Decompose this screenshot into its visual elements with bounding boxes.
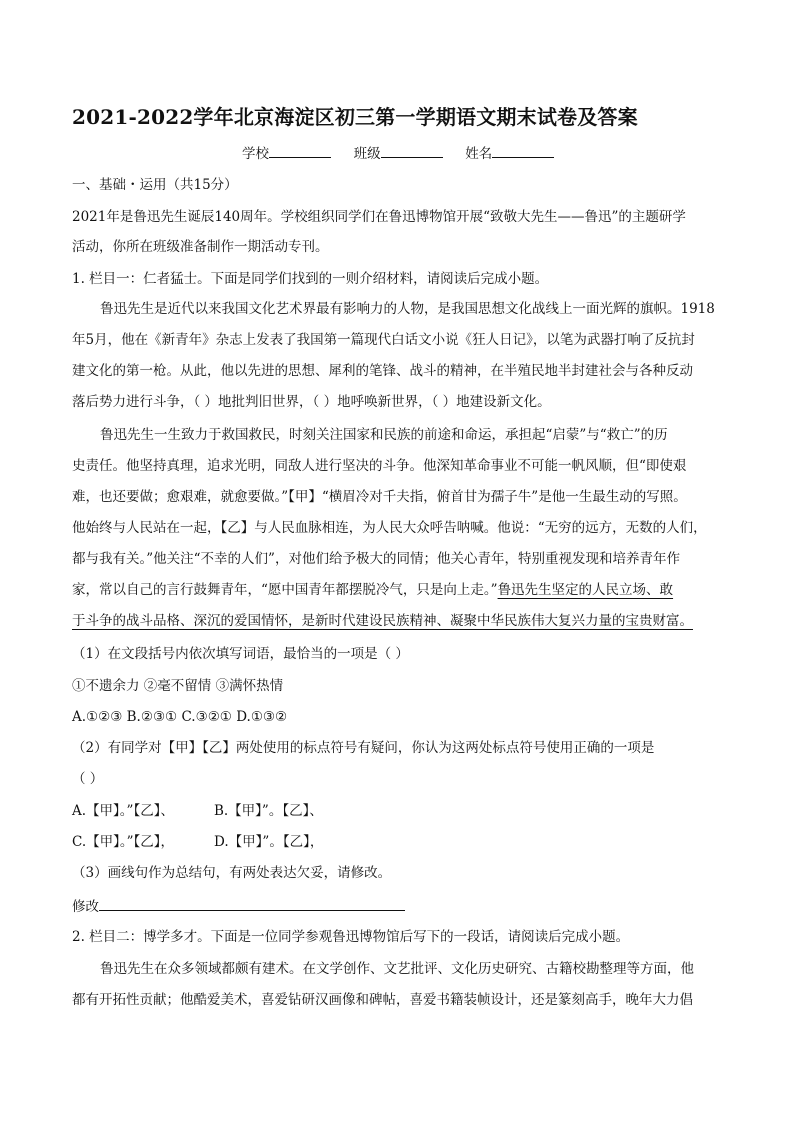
school-label: 学校	[242, 146, 269, 162]
repair-answer-blank[interactable]	[99, 894, 405, 911]
name-label: 姓名	[465, 146, 493, 162]
passage1-line: 鲁迅先生是近代以来我国文化艺术界最有影响力的人物，是我国思想文化战线上一面光辉的旗帜。1918	[100, 301, 715, 317]
subquestion-2: （2）有同学对【甲】【乙】两处使用的标点符号有疑问，你认为这两处标点符号使用正确的一项是	[72, 740, 655, 756]
page-title: 2021-2022学年北京海淀区初三第一学期语文期末试卷及答案	[72, 105, 638, 129]
question-2-prompt: 2. 栏目二：博学多才。下面是一位同学参观鲁迅博物馆后写下的一段话，请阅读后完成小题。	[72, 929, 630, 945]
option-a: A.【甲】。”【乙】、	[72, 803, 174, 819]
name-blank	[492, 143, 554, 158]
underlined-sentence-start: 鲁迅先生坚定的人民立场、敢	[497, 582, 674, 598]
subquestion-1: （1）在文段括号内依次填写词语，最恰当的一项是（ ）	[72, 646, 409, 662]
option-d: D.【甲】”。【乙】，	[214, 834, 324, 850]
question-1-prompt: 1. 栏目一：仁者猛士。下面是同学们找到的一则介绍材料，请阅读后完成小题。	[72, 271, 549, 287]
passage1-line: 落后势力进行斗争，（ ）地批判旧世界，（ ）地呼唤新世界，（ ）地建设新文化。	[72, 394, 551, 410]
subquestion-2-options-row1	[72, 800, 722, 822]
subquestion-2-paren: （ ）	[72, 771, 104, 787]
passage1-line: 建文化的第一枪。从此，他以先进的思想、犀利的笔锋、战斗的精神，在半殖民地半封建社会与各种反动	[72, 363, 693, 379]
intro-line-2: 活动，你所在班级准备制作一期活动专刊。	[72, 239, 329, 255]
student-info-line	[242, 143, 554, 165]
passage1-line: 年5月，他在《新青年》杂志上发表了我国第一篇现代白话文小说《狂人日记》，以笔为武器打响了反抗封	[72, 332, 695, 348]
repair-line	[72, 894, 722, 918]
school-blank	[269, 143, 331, 158]
repair-label: 修改	[72, 899, 99, 915]
passage3-line: 都有开拓性贡献；他酷爱美术，喜爱钻研汉画像和碑帖，喜爱书籍装帧设计，还是篆刻高手，晚年大力倡	[72, 992, 693, 1008]
passage2-line: 都与我有关。”他关注“不幸的人们”，对他们给予极大的同情；他关心青年，特别重视发现和培养青年作	[72, 551, 680, 567]
passage2-line: 难，也还要做；愈艰难，就愈要做。”【甲】“横眉冷对千夫指，俯首甘为孺子牛”是他一生最生动的写照。	[72, 489, 687, 505]
intro-line-1: 2021年是鲁迅先生诞辰140周年。学校组织同学们在鲁迅博物馆开展“致敬大先生——鲁迅”的主题研学	[72, 209, 686, 225]
section-heading: 一、基础・运用（共15分）	[72, 177, 238, 193]
subquestion-1-words: ①不遗余力 ②毫不留情 ③满怀热情	[72, 678, 284, 694]
option-b: B.【甲】”。【乙】、	[213, 803, 323, 819]
option-c: C.【甲】。”【乙】，	[72, 834, 175, 850]
passage2-line	[72, 579, 722, 601]
passage2-line: 史责任。他坚持真理，追求光明，同敌人进行坚决的斗争。他深知革命事业不可能一帆风顺，但“即使艰	[72, 458, 687, 474]
subquestion-2-options-row2	[72, 831, 722, 853]
passage2-line: 鲁迅先生一生致力于救国救民，时刻关注国家和民族的前途和命运，承担起“启蒙”与“救亡”的历	[100, 427, 668, 443]
underlined-sentence-end: 于斗争的战斗品格、深沉的爱国情怀，是新时代建设民族精神、凝聚中华民族伟大复兴力量的宝贵财富。	[72, 613, 693, 629]
subquestion-1-options: A.①②③ B.②③① C.③②① D.①③②	[72, 709, 288, 725]
class-label: 班级	[353, 146, 381, 162]
passage2-line: 他始终与人民站在一起，【乙】与人民血脉相连，为人民大众呼告呐喊。他说：“无穷的远方，无数的人们，	[72, 520, 707, 536]
passage3-line: 鲁迅先生在众多领域都颇有建术。在文学创作、文艺批评、文化历史研究、古籍校勘整理等方面，他	[100, 961, 694, 977]
class-blank	[381, 143, 443, 158]
passage2-text: 家，常以自己的言行鼓舞青年，“愿中国青年都摆脱冷气，只是向上走。”	[72, 582, 498, 598]
subquestion-3: （3）画线句作为总结句，有两处表达欠妥，请修改。	[72, 865, 392, 881]
